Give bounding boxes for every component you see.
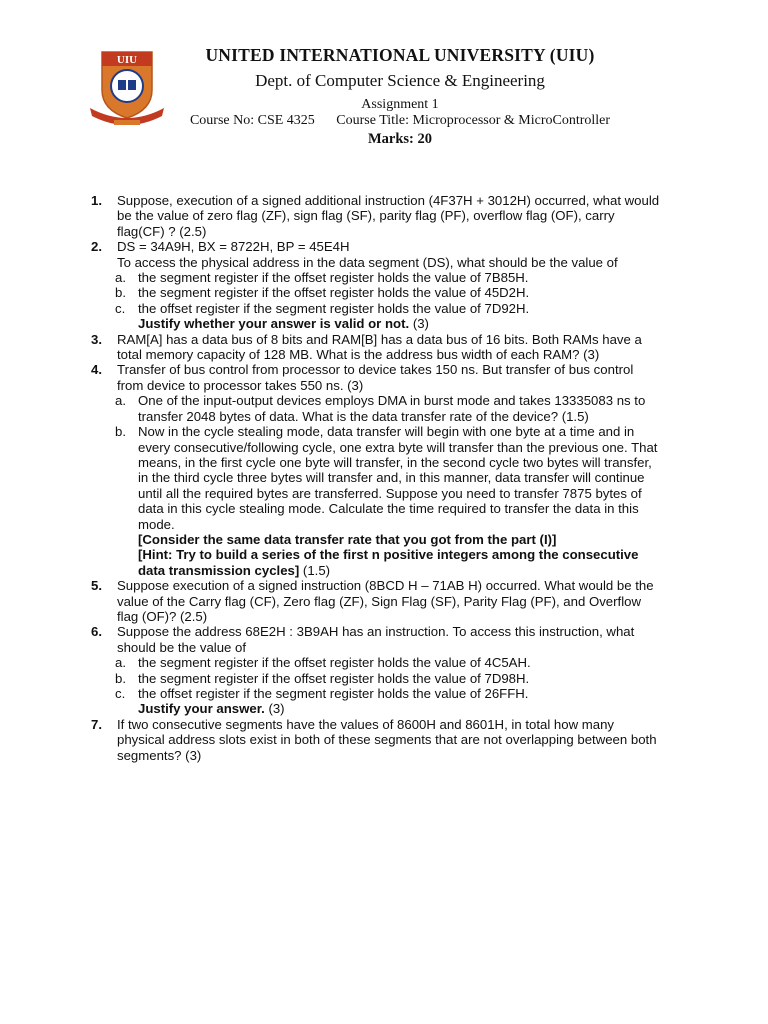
question-4-part-a: a. One of the input-output devices employs DMA in burst mode and takes 13335083 ns to transfer 2048 bytes of data. What is the data transfer rate of the device? (1.5) [115, 393, 646, 424]
question-7: 7. If two consecutive segments have the values of 8600H and 8601H, in total how many physical address slots exist in both of these segments that are not overlapping between both segments? (3) [91, 716, 657, 763]
question-4-part-b: b. Now in the cycle stealing mode, data transfer will begin with one byte at a time and in every consecutive/following cycle, one extra byte will transfer than the previous one. That means, in the first cycle one byte will transfer, in the second cycle two bytes will transfer, in the third cycle three bytes will transfer and, in this manner, data transfer will continue until all the required bytes are transferred. Suppose you need to transfer 7875 bytes of data in this cycle stealing mode. Calculate the time required to transfer the data in this mode. [Consider the same data transfer rate that you got from the part (I)] [Hint: Try to build a series of the first n positive integers among the consecutive data transmission cycles] (1.5) [115, 424, 658, 578]
question-2-justify: Justify whether your answer is valid or not. (3) [138, 316, 429, 332]
assignment-title: Assignment 1 [361, 97, 439, 112]
question-2-part-a: a. the segment register if the offset register holds the value of 7B85H. [115, 270, 529, 286]
course-title: Course Title: Microprocessor & MicroController [336, 113, 611, 128]
question-list [91, 193, 661, 763]
course-line [180, 113, 620, 129]
question-3: 3. RAM[A] has a data bus of 8 bits and RAM[B] has a data bus of 16 bits. Both RAMs have a total memory capacity of 128 MB. What is the address bus width of each RAM? (3) [91, 331, 642, 363]
total-marks: Marks: 20 [367, 131, 433, 147]
question-5: 5. Suppose execution of a signed instruction (8BCD H – 71AB H) occurred. What would be the value of the Carry flag (CF), Zero flag (ZF), Sign Flag (SF), Parity Flag (PF), and Overflow flag (OF)? (2.5) [91, 578, 654, 624]
question-6-part-c: c. the offset register if the segment register holds the value of 26FFH. [115, 686, 529, 701]
university-logo [84, 46, 170, 128]
question-1: 1. Suppose, execution of a signed additional instruction (4F37H + 3012H) occurred, what would be the value of zero flag (ZF), sign flag (SF), parity flag (PF), overflow flag (OF), carry flag(CF) ? (2.5) [91, 193, 660, 239]
question-2: 2. DS = 34A9H, BX = 8722H, BP = 45E4H To access the physical address in the data segment (DS), what should be the value of [91, 239, 618, 270]
question-6-justify: Justify your answer. (3) [138, 701, 285, 717]
svg-text:UIU: UIU [116, 54, 138, 66]
course-number: Course No: CSE 4325 [189, 113, 315, 128]
question-2-part-c: c. the offset register if the segment register holds the value of 7D92H. [115, 300, 530, 316]
university-name: UNITED INTERNATIONAL UNIVERSITY (UIU) [205, 45, 595, 65]
question-6-part-b: b. the segment register if the offset register holds the value of 7D98H. [115, 670, 530, 686]
question-4: 4. Transfer of bus control from processor to device takes 150 ns. But transfer of bus control from device to processor takes 550 ns. (3) [91, 362, 634, 393]
question-6-part-a: a. the segment register if the offset register holds the value of 4C5AH. [115, 655, 531, 671]
question-2-part-b: b. the segment register if the offset register holds the value of 45D2H. [115, 285, 530, 301]
question-6: 6. Suppose the address 68E2H : 3B9AH has an instruction. To access this instruction, what should be the value of [91, 624, 635, 655]
department-name: Dept. of Computer Science & Engineering [255, 71, 545, 90]
